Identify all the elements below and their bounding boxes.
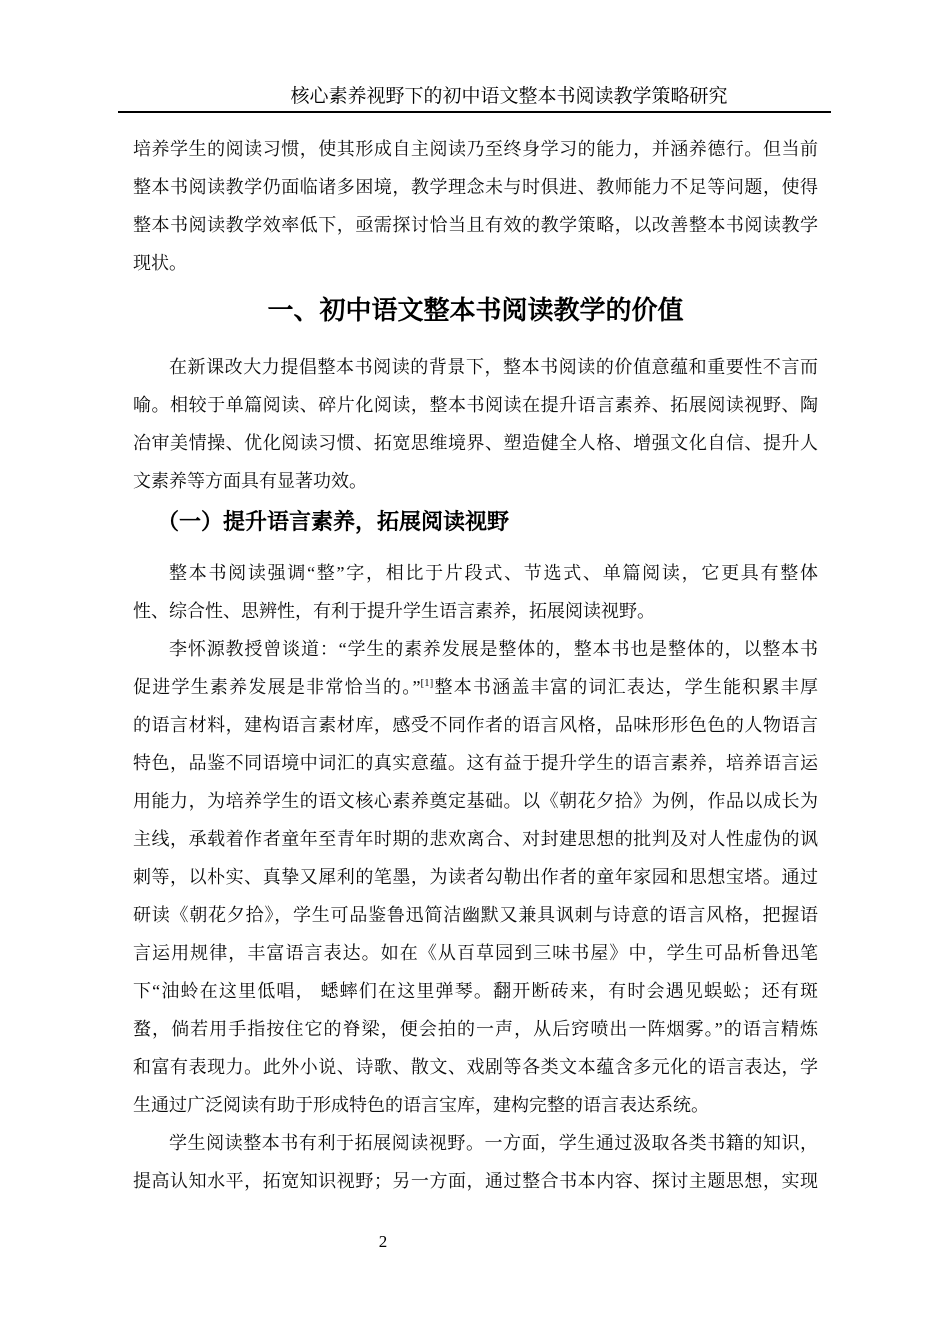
paragraph-2 — [133, 630, 818, 1124]
running-header-rule — [118, 111, 831, 113]
text-segment: 促进学生素养发展是非常恰当的。” — [133, 677, 421, 697]
text-line: 文素养等方面具有显著功效。 — [133, 471, 367, 491]
text-line: 特色，品鉴不同语境中词汇的真实意蕴。这有益于提升学生的语言素养，培养语言运 — [133, 753, 818, 773]
subsection-heading: （一）提升语言素养，拓展阅读视野 — [157, 509, 510, 534]
text-line: 冶审美情操、优化阅读习惯、拓宽思维境界、塑造健全人格、增强文化自信、提升人 — [133, 433, 818, 453]
paragraph-1 — [133, 554, 818, 630]
text-line: 研读《朝花夕拾》，学生可品鉴鲁迅简洁幽默又兼具讽刺与诗意的语言风格，把握语 — [133, 905, 818, 925]
text-line: 的语言材料，建构语言素材库，感受不同作者的语言风格，品味形形色色的人物语言 — [133, 715, 818, 735]
page-number: 2 — [378, 1232, 388, 1251]
text-line: 现状。 — [133, 253, 187, 273]
footnote-ref: [1] — [420, 677, 434, 689]
text-line: 言运用规律，丰富语言表达。如在《从百草园到三味书屋》中，学生可品析鲁迅笔 — [133, 943, 818, 963]
document-body — [133, 130, 818, 1200]
text-line: 和富有表现力。此外小说、诗歌、散文、戏剧等各类文本蕴含多元化的语言表达，学 — [133, 1057, 818, 1077]
text-line: 性、综合性、思辨性，有利于提升学生语言素养，拓展阅读视野。 — [133, 601, 655, 621]
text-segment: 整本书涵盖丰富的词汇表达，学生能积累丰厚 — [433, 677, 818, 697]
text-line: 刺等，以朴实、真挚又犀利的笔墨，为读者勾勒出作者的童年家园和思想宝塔。通过 — [133, 867, 818, 887]
text-line: 培养学生的阅读习惯，使其形成自主阅读乃至终身学习的能力，并涵养德行。但当前 — [133, 139, 818, 159]
text-line: 整本书阅读教学仍面临诸多困境，教学理念未与时俱进、教师能力不足等问题，使得 — [133, 177, 818, 197]
text-line: 学生阅读整本书有利于拓展阅读视野。一方面，学生通过汲取各类书籍的知识， — [169, 1133, 818, 1153]
text-line: 用能力，为培养学生的语文核心素养奠定基础。以《朝花夕拾》为例，作品以成长为 — [133, 791, 818, 811]
text-line: 提高认知水平，拓宽知识视野；另一方面，通过整合书本内容、探讨主题思想，实现 — [133, 1171, 818, 1191]
paragraph-overview — [133, 348, 818, 500]
text-line-with-footnote — [133, 668, 818, 706]
paragraph-intro — [133, 130, 818, 282]
text-line: 整本书阅读强调“整”字，相比于片段式、节选式、单篇阅读，它更具有整体 — [169, 563, 818, 583]
text-line: 整本书阅读教学效率低下，亟需探讨恰当且有效的教学策略，以改善整本书阅读教学 — [133, 215, 818, 235]
text-line: 下“油蛉在这里低唱， 蟋蟀们在这里弹琴。翻开断砖来，有时会遇见蜈蚣；还有斑 — [133, 981, 818, 1001]
text-line: 在新课改大力提倡整本书阅读的背景下，整本书阅读的价值意蕴和重要性不言而 — [169, 357, 818, 377]
text-line: 喻。相较于单篇阅读、碎片化阅读，整本书阅读在提升语言素养、拓展阅读视野、陶 — [133, 395, 818, 415]
paragraph-3 — [133, 1124, 818, 1200]
text-line: 生通过广泛阅读有助于形成特色的语言宝库，建构完整的语言表达系统。 — [133, 1095, 709, 1115]
text-line: 主线，承载着作者童年至青年时期的悲欢离合、对封建思想的批判及对人性虚伪的讽 — [133, 829, 818, 849]
text-line: 蝥，倘若用手指按住它的脊梁，便会拍的一声，从后窍喷出一阵烟雾。”的语言精炼 — [133, 1019, 818, 1039]
running-header-title: 核心素养视野下的初中语文整本书阅读教学策略研究 — [290, 86, 728, 107]
text-line: 李怀源教授曾谈道：“学生的素养发展是整体的，整本书也是整体的，以整本书 — [169, 639, 818, 659]
section-heading: 一、初中语文整本书阅读教学的价值 — [267, 295, 684, 325]
